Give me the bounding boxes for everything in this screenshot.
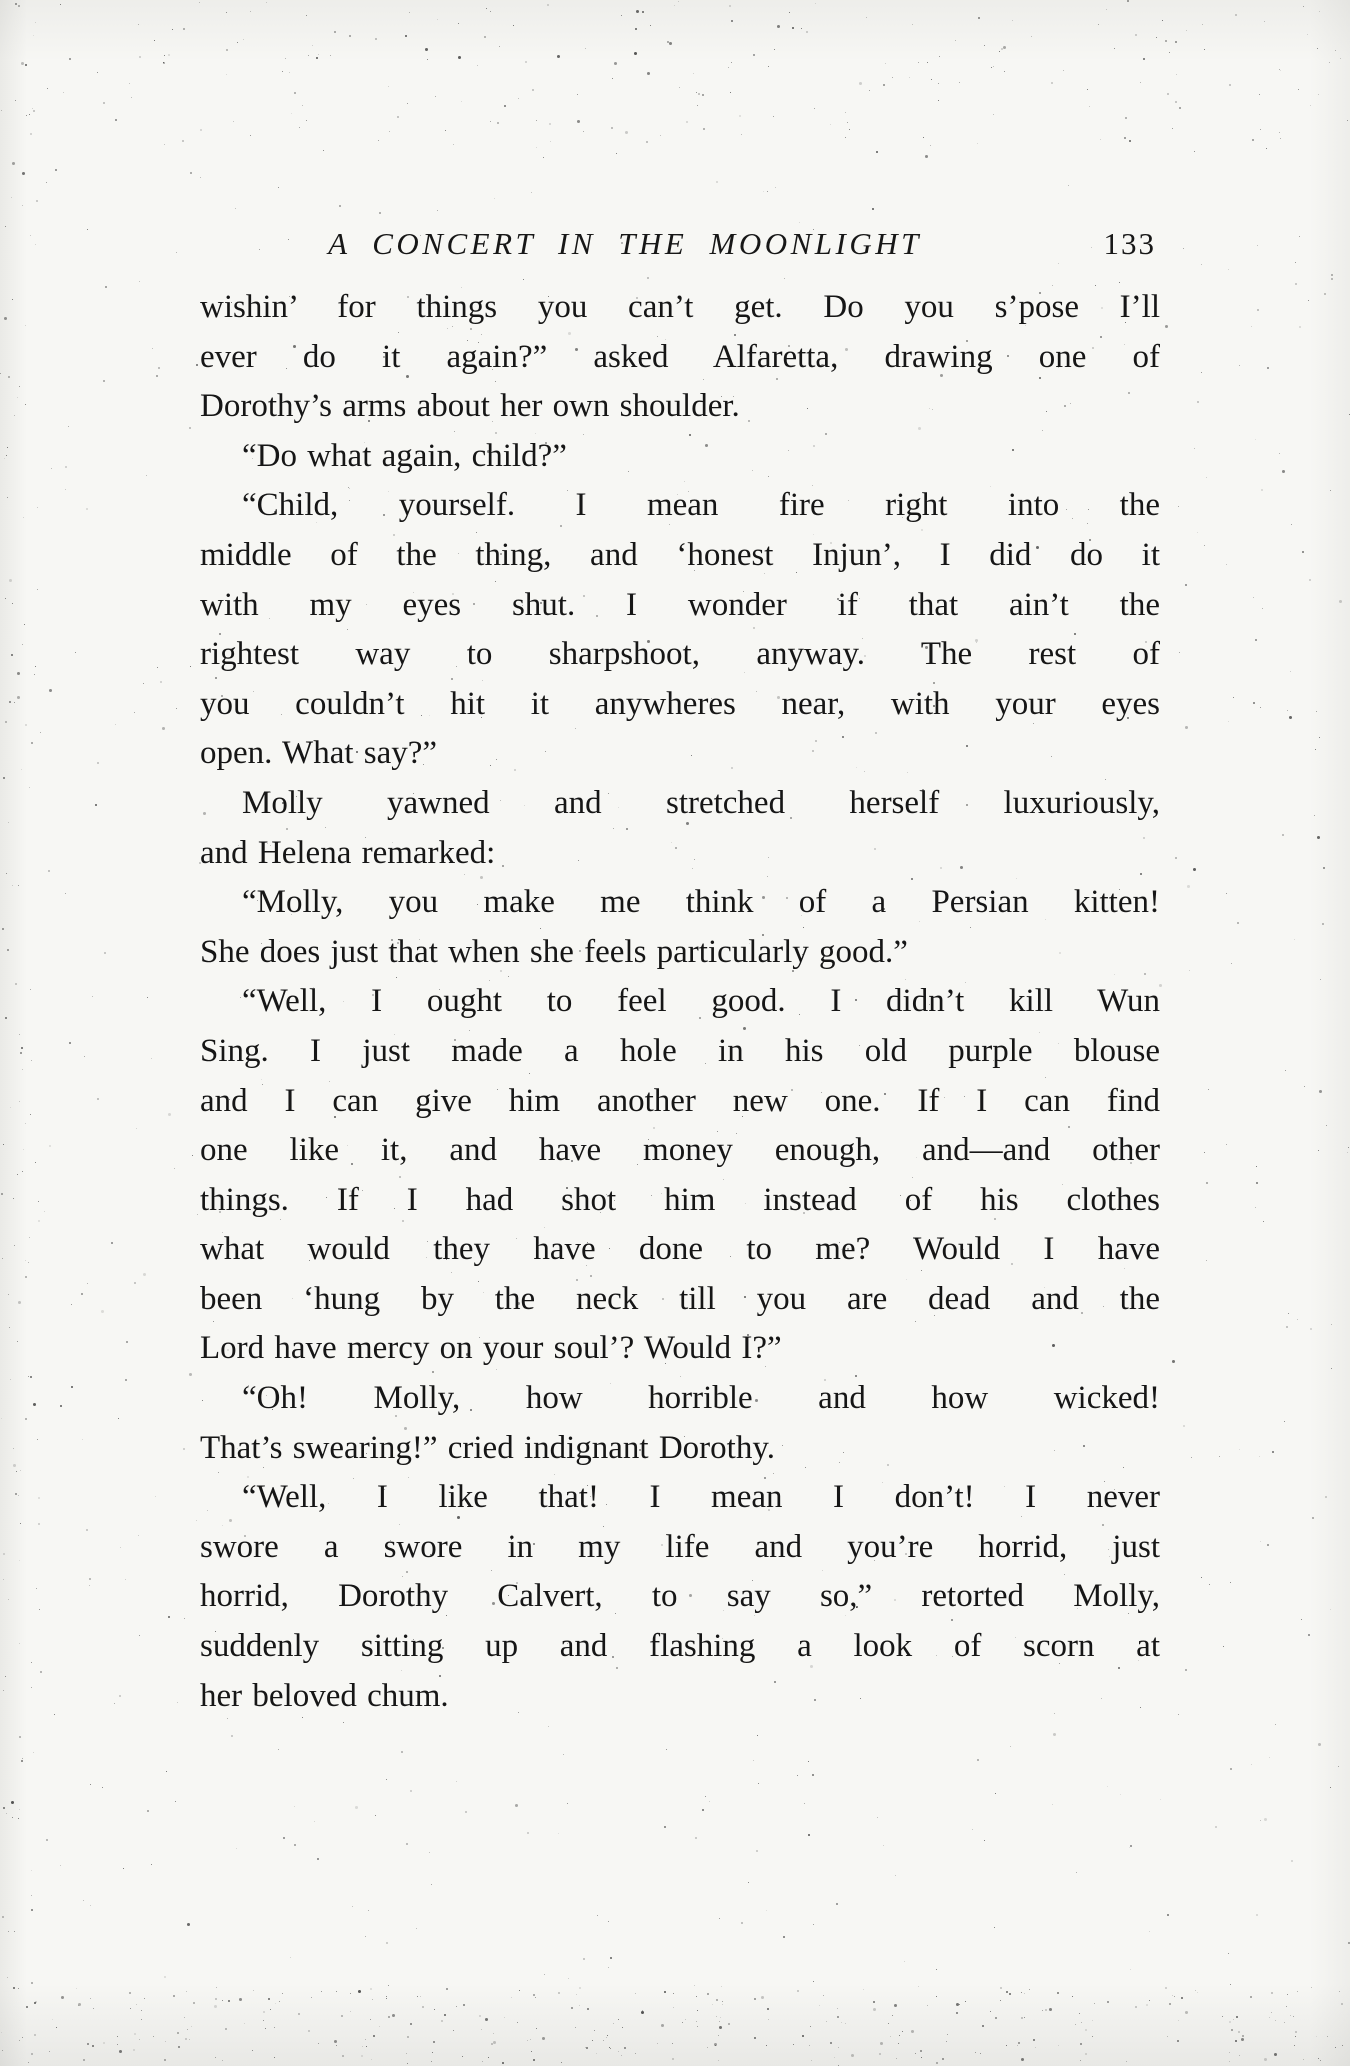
text-line: horrid, Dorothy Calvert, to say so,” retorted Molly, — [200, 1578, 1160, 1615]
text-line: Sing. I just made a hole in his old purple blouse — [200, 1032, 1160, 1069]
text-line: with my eyes shut. I wonder if that ain’t the — [200, 586, 1160, 623]
text-line: “Well, I like that! I mean I don’t! I never — [242, 1479, 1160, 1516]
running-head — [200, 222, 1160, 266]
text-line: “Well, I ought to feel good. I didn’t kill Wun — [242, 983, 1160, 1020]
text-line: “Molly, you make me think of a Persian kitten! — [242, 884, 1160, 921]
paragraph — [200, 432, 1160, 482]
text-line: open. What say?” — [200, 735, 438, 772]
text-line: ever do it again?” asked Alfaretta, drawing one of — [200, 338, 1160, 375]
text-line: things. If I had shot him instead of his clothes — [200, 1181, 1160, 1218]
text-line: what would they have done to me? Would I have — [200, 1231, 1160, 1268]
text-line: “Child, yourself. I mean fire right into the — [242, 487, 1160, 524]
text-line: That’s swearing!” cried indignant Dorothy. — [200, 1429, 775, 1466]
text-line: one like it, and have money enough, and—and other — [200, 1132, 1160, 1169]
paragraph — [200, 977, 1160, 1374]
text-line: middle of the thing, and ‘honest Injun’, I did do it — [200, 536, 1160, 573]
text-line: Molly yawned and stretched herself luxuriously, — [242, 784, 1160, 821]
paragraph — [200, 779, 1160, 878]
text-line: suddenly sitting up and flashing a look of scorn at — [200, 1628, 1160, 1665]
text-block — [200, 283, 1160, 1721]
page-number: 133 — [1103, 226, 1156, 261]
chapter-title: A CONCERT IN THE MOONLIGHT — [328, 226, 922, 261]
paragraph — [200, 1473, 1160, 1721]
text-line: rightest way to sharpshoot, anyway. The rest of — [200, 636, 1160, 673]
text-line: “Do what again, child?” — [242, 437, 567, 474]
text-line: swore a swore in my life and you’re horrid, just — [200, 1528, 1160, 1565]
text-line: been ‘hung by the neck till you are dead and the — [200, 1280, 1160, 1317]
paragraph — [200, 878, 1160, 977]
paragraph — [200, 1374, 1160, 1473]
text-line: and I can give him another new one. If I can find — [200, 1082, 1160, 1119]
paragraph — [200, 283, 1160, 432]
text-line: Lord have mercy on your soul’? Would I?” — [200, 1330, 782, 1367]
text-line: Dorothy’s arms about her own shoulder. — [200, 388, 740, 425]
text-line: wishin’ for things you can’t get. Do you s’pose I’ll — [200, 289, 1160, 325]
text-line: “Oh! Molly, how horrible and how wicked! — [242, 1380, 1160, 1417]
text-line: and Helena remarked: — [200, 834, 496, 871]
text-line: She does just that when she feels particularly good.” — [200, 933, 908, 970]
text-line: her beloved chum. — [200, 1677, 449, 1714]
paragraph — [200, 481, 1160, 779]
text-line: you couldn’t hit it anywheres near, with your eyes — [200, 685, 1160, 722]
